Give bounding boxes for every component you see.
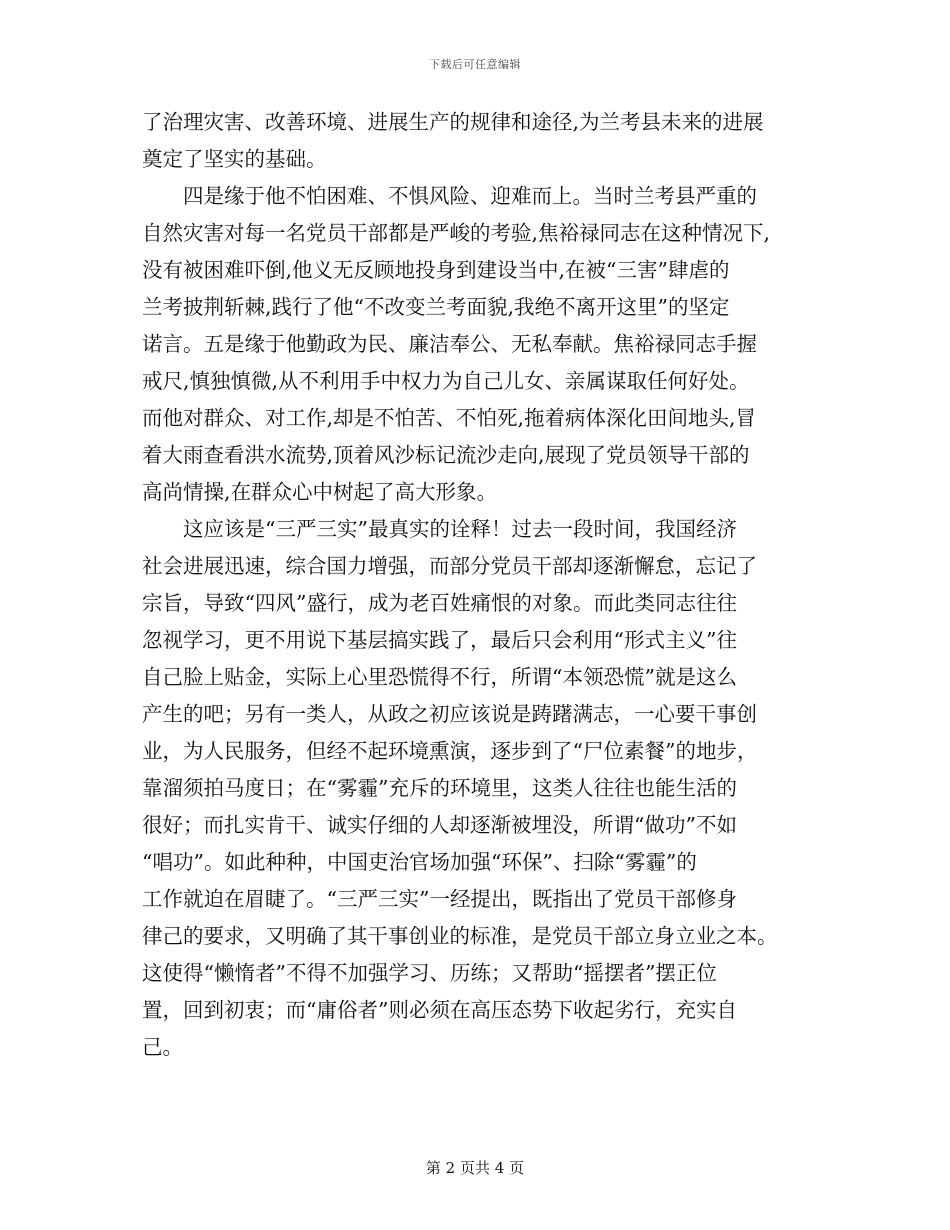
text-line: 产生的吧；另有一类人，从政之初应该说是踌躇满志，一心要干事创 xyxy=(142,702,757,726)
text-line: 着大雨查看洪水流势,顶着风沙标记流沙走向,展现了党员领导干部的 xyxy=(142,443,750,467)
text-line: 靠溜须拍马度日；在“雾霾”充斥的环境里，这类人往往也能生活的 xyxy=(142,776,737,800)
text-line: 很好；而扎实肯干、诚实仔细的人却逐渐被埋没，所谓“做功”不如 xyxy=(142,813,737,837)
text-line: 兰考披荆斩棘,践行了他“不改变兰考面貌,我绝不离开这里”的坚定 xyxy=(142,295,730,319)
text-line: 置，回到初衷；而“庸俗者”则必须在高压态势下收起劣行，充实自 xyxy=(142,998,737,1022)
text-line: 业，为人民服务，但经不起环境熏演，逐步到了“尸位素餐”的地步， xyxy=(142,739,758,763)
text-line: 社会进展迅速，综合国力增强，而部分党员干部却逐渐懈怠，忘记了 xyxy=(142,554,757,578)
text-line: 没有被困难吓倒,他义无反顾地投身到建设当中,在被“三害”肆虐的 xyxy=(142,258,730,282)
text-line: 戒尺,慎独慎微,从不利用手中权力为自己儿女、亲属谋取任何好处。 xyxy=(142,369,750,393)
text-line: 高尚情操,在群众心中树起了高大形象。 xyxy=(142,480,498,504)
text-line: 这使得“懒惰者”不得不加强学习、历练；又帮助“摇摆者”摆正位 xyxy=(142,961,717,985)
text-line: 自然灾害对每一名党员干部都是严峻的考验,焦裕禄同志在这种情况下, xyxy=(142,221,771,245)
page-number-footer: 第 2 页共 4 页 xyxy=(425,1159,525,1177)
text-line: “唱功”。如此种种，中国吏治官场加强“环保”、扫除“雾霾”的 xyxy=(142,850,697,874)
paragraph-start-line: 这应该是“三严三实”最真实的诠释！过去一段时间，我国经济 xyxy=(183,517,737,541)
text-line: 诺言。五是缘于他勤政为民、廉洁奉公、无私奉献。焦裕禄同志手握 xyxy=(142,332,757,356)
text-line: 工作就迫在眉睫了。“三严三实”一经提出，既指出了党员干部修身 xyxy=(142,887,737,911)
text-line: 了治理灾害、改善环境、进展生产的规律和途径,为兰考县未来的进展 xyxy=(142,110,764,134)
document-body xyxy=(142,104,814,1066)
paragraph-start-line: 四是缘于他不怕困难、不惧风险、迎难而上。当时兰考县严重的 xyxy=(183,184,757,208)
text-line: 奠定了坚实的基础。 xyxy=(142,147,327,171)
text-line: 自己脸上贴金，实际上心里恐慌得不行，所谓“本领恐慌”就是这么 xyxy=(142,665,737,689)
text-line: 宗旨，导致“四风”盛行，成为老百姓痛恨的对象。而此类同志往往 xyxy=(142,591,737,615)
page-header: 下载后可任意编辑 xyxy=(429,58,521,71)
text-line: 律己的要求，又明确了其干事创业的标准，是党员干部立身立业之本。 xyxy=(142,924,778,948)
text-line: 而他对群众、对工作,却是不怕苦、不怕死,拖着病体深化田间地头,冒 xyxy=(142,406,757,430)
text-line: 忽视学习，更不用说下基层搞实践了，最后只会利用“形式主义”往 xyxy=(142,628,737,652)
text-line: 己。 xyxy=(142,1035,183,1059)
